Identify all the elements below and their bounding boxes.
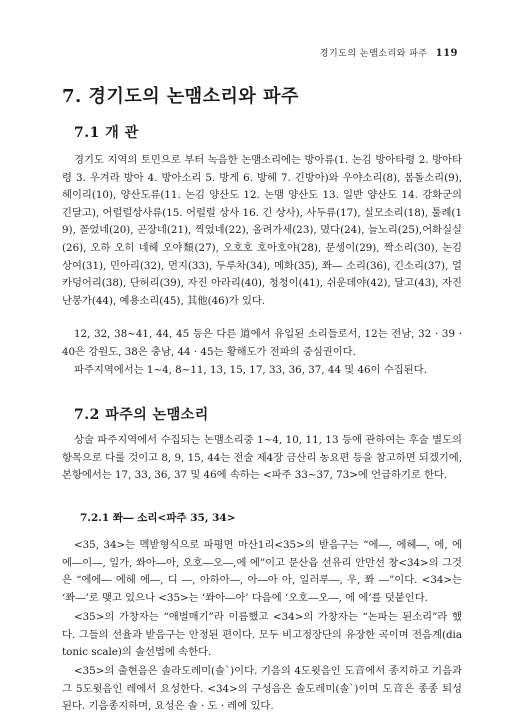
paragraph-7-2-1-3: <35>의 출현음은 솔라도레미(솔`)이다. 기음의 4도윗음인 도音에서 종지하고 기음과 그 5도윗음인 레에서 요성한다. <34>의 구성음은 솔도레미(솔`)이며 도音은 종종 퇴성된다. 기음종지하며, 요성은 솔 · 도 · 레에 있다.: [62, 665, 462, 713]
paragraph-7-1-2: 12, 32, 38∼41, 44, 45 등은 다른 道에서 유입된 소리들로서, 12는 전남, 32 · 39 · 40은 강원도, 38은 충남, 44 · 45는 황해도가 전파의 중심권이다.: [62, 328, 462, 358]
page-number: 119: [435, 48, 458, 59]
subsection-heading-7-2-1: 7.2.1 쫘― 소리<파주 35, 34>: [80, 512, 236, 524]
paragraph-7-1-3: 파주지역에서는 1∼4, 8∼11, 13, 15, 17, 33, 36, 37, 44 및 46이 수집된다.: [74, 364, 427, 376]
chapter-heading: 7. 경기도의 논맴소리와 파주: [62, 86, 299, 107]
running-header: [320, 46, 458, 59]
running-title: 경기도의 논맴소리와 파주: [319, 49, 428, 59]
section-heading-7-2: 7.2 파주의 논맴소리: [74, 407, 209, 423]
paragraph-7-1-1: 경기도 지역의 토민으로 부터 녹음한 논맴소리에는 방아류(1. 논김 방아타령 2. 방아타령 3. 우겨라 방아 4. 방아소리 5. 방게 6. 방헤 7. 긴방아)와 우야소리(8), 몸돌소리(9), 헤이리(10), 양산도류(11. 논김 양산도 12. 논맴 양산도 13. 일반 양산도 14. 강화군의 긴달고), 어럴럴상사류(15. 어럴럴 상사 16. 긴 상사), 사두류(17), 실모소리(18), 툴례(19), 꼴었네(20), 곤장네(21), 찍었네(22), 올려가세(23), 몄다(24), 늘노리(25),어화실실(26), 오하 오히 네헤 오야頹(27), 오호호 호아호야(28), 문셍이(29), 짝소리(30), 논김상여(31), 민아리(32), 먼지(33), 두루차(34), 메화(35), 쫘― 소리(36), 긴소리(37), 얼카덩어리(38), 단허리(39), 자진 아라리(40), 청청이(41), 쉬운데야(42), 달고(43), 자진난봉가(44), 예용소리(45), 其他(46)가 있다.: [62, 154, 462, 307]
paragraph-7-2-1-1: <35, 34>는 멕받형식으로 파평면 마산1리<35>의 받음구는 “에―, 에헤―, 에, 에 에―이―, 일가, 쏴아―아, 오호―오―,에 에”이고 문산읍 선유리 안만선 창<34>의 그것은 “에에― 에헤 에―, 디 ―, 아하아―, 아―아 아, 일러루―, 우, 쫘 ―”이다. <34>는 ‘쫘―’로 맺고 있으나 <35>는 ‘쏴아―아’ 다음에 ‘오호―오―, 에 에’를 덧붙인다.: [62, 539, 462, 604]
paragraph-7-2-1-2: <35>의 가창자는 “애벌매기”라 이름했고 <34>의 가창자는 “논파는 된소리”라 했다. 그들의 선율과 받음구는 안정된 편이다. 모두 비고정장단의 유장한 곡이며 전음계(diatonic scale)의 솔선법에 속한다.: [62, 611, 462, 659]
paragraph-7-2-1: 상술 파주지역에서 수집되는 논맴소리중 1∼4, 10, 11, 13 등에 관하여는 후술 별도의 항목으로 다룰 것이고 8, 9, 15, 44는 전술 제4장 금산리 농요편 등을 참고하면 되겠기에, 본항에서는 17, 33, 36, 37 및 46에 속하는 <파주 33∼37, 73>에 언급하기로 한다.: [62, 434, 462, 482]
section-heading-7-1: 7.1 개 관: [74, 125, 139, 141]
